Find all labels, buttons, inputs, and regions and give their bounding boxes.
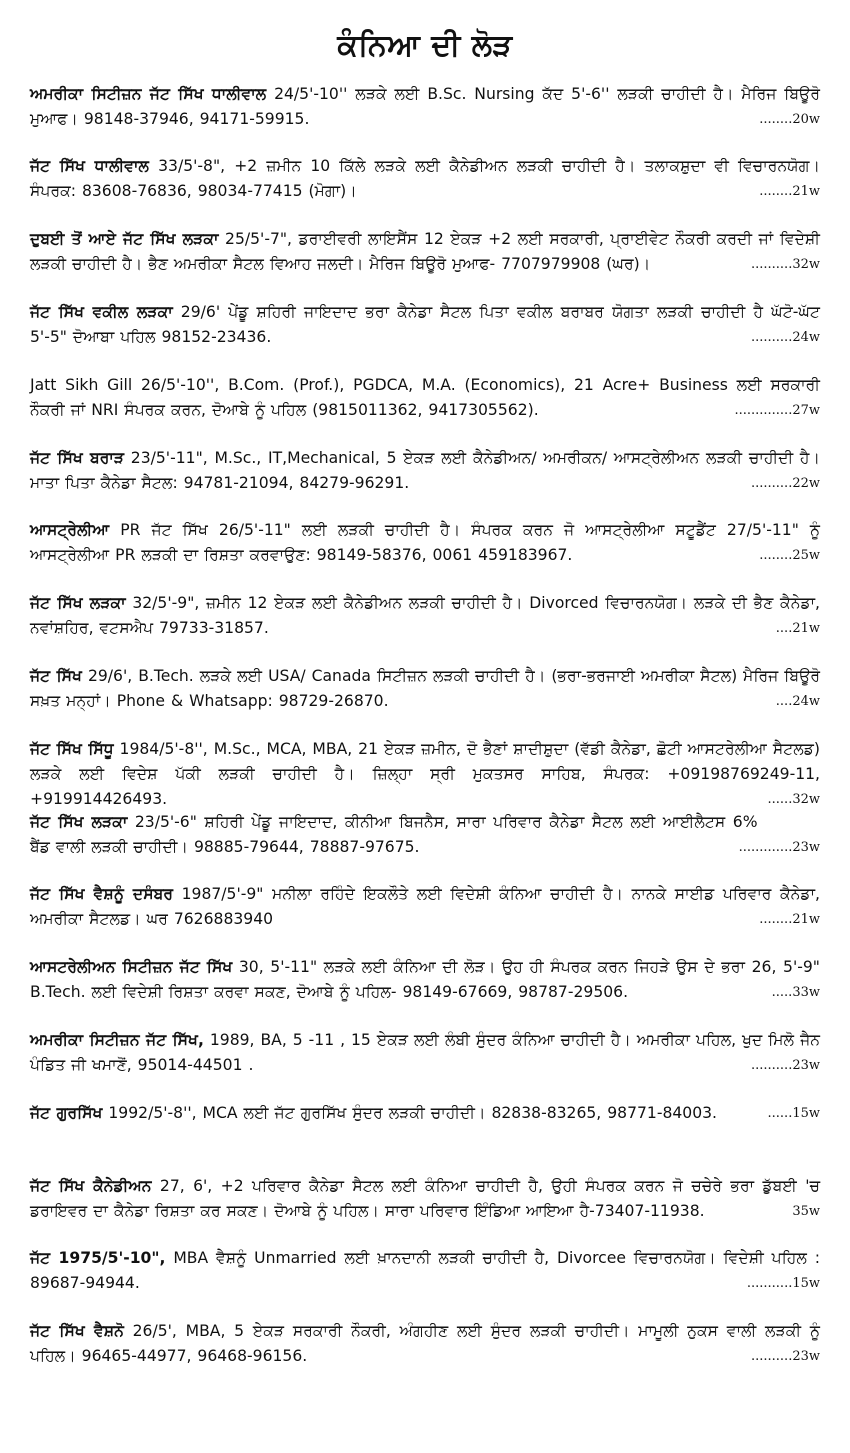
ad-text: 32/5'-9", ਜ਼ਮੀਨ 12 ਏਕੜ ਲਈ ਕੈਨੇਡੀਅਨ ਲੜਕੀ ਚਾਹੀਦੀ ਹੈ। Divorced ਵਿਚਾਰਨਯੋਗ। ਲੜਕੇ ਦੀ ਭੈਣ ਕੈਨੇਡਾ, ਨਵਾਂਸ਼ਹਿਰ, ਵਟਸਐਪ 79733-31857.	[30, 594, 820, 638]
ad-code: ........21w	[759, 912, 820, 928]
ad-text: 1984/5'-8'', M.Sc., MCA, MBA, 21 ਏਕੜ ਜ਼ਮੀਨ, ਦੋ ਭੈਣਾਂ ਸ਼ਾਦੀਸ਼ੁਦਾ (ਵੱਡੀ ਕੈਨੇਡਾ, ਛੋਟੀ ਆਸਟਰੇਲੀਆ ਸੈਟਲਡ) ਲੜਕੇ ਲਈ ਵਿਦੇਸ਼ ਪੱਕੀ ਲੜਕੀ ਚਾਹੀਦੀ ਹੈ। ਜ਼ਿਲ੍ਹਾ ਸ੍ਰੀ ਮੁਕਤਸਰ ਸਾਹਿਬ, ਸੰਪਰਕ: +09198769249-11, +919914426493.	[30, 739, 820, 808]
ad-code: 35w	[792, 1203, 820, 1219]
ad-heading: ਆਸਟਰੇਲੀਅਨ ਸਿਟੀਜ਼ਨ ਜੱਟ ਸਿੱਖ	[30, 958, 233, 977]
ad-entry	[30, 300, 820, 350]
ad-text: 24/5'-10'' ਲੜਕੇ ਲਈ B.Sc. Nursing ਕੱਦ 5'-6'' ਲੜਕੀ ਚਾਹੀਦੀ ਹੈ। ਮੈਰਿਜ ਬਿਊਰੋ ਮੁਆਫ। 98148-37946, 94171-59915.	[30, 84, 820, 128]
ad-heading: ਜੱਟ ਗੁਰਸਿੱਖ	[30, 1103, 103, 1122]
ad-entry	[30, 955, 820, 1005]
ad-heading: ਜੱਟ 1975/5'-10",	[30, 1249, 166, 1268]
ad-entry	[30, 737, 820, 808]
ad-code: ...........15w	[746, 1276, 820, 1292]
ad-heading: ਜੱਟ ਸਿੱਖ ਵੈਸ਼ਨੋ	[30, 1322, 124, 1341]
ad-text: 1987/5'-9" ਮਨੀਲਾ ਰਹਿੰਦੇ ਇਕਲੌਤੇ ਲਈ ਵਿਦੇਸ਼ੀ ਕੰਨਿਆ ਚਾਹੀਦੀ ਹੈ। ਨਾਨਕੇ ਸਾਈਡ ਪਰਿਵਾਰ ਕੈਨੇਡਾ, ਅਮਰੀਕਾ ਸੈਟਲਡ। ਘਰ 7626883940	[30, 885, 820, 929]
ad-heading: ਜੱਟ ਸਿੱਖ ਵੈਸ਼ਨੂੰ ਦਸੰਬਰ	[30, 885, 174, 904]
ad-text: 23/5'-6" ਸ਼ਹਿਰੀ ਪੇਂਡੂ ਜਾਇਦਾਦ, ਕੀਨੀਆ ਬਿਜਨੈਸ, ਸਾਰਾ ਪਰਿਵਾਰ ਕੈਨੇਡਾ ਸੈਟਲ ਲਈ ਆਈਲੈਟਸ 6% ਬੈਂਡ ਵਾਲੀ ਲੜਕੀ ਚਾਹੀਦੀ। 98885-79644, 78887-97675.	[30, 812, 758, 856]
ad-entry	[30, 1028, 820, 1078]
ad-text: Jatt Sikh Gill 26/5'-10'', B.Com. (Prof.), PGDCA, M.A. (Economics), 21 Acre+ Business ਲਈ ਸਰਕਾਰੀ ਨੌਕਰੀ ਜਾਂ NRI ਸੰਪਰਕ ਕਰਨ, ਦੋਆਬੇ ਨੂੰ ਪਹਿਲ (9815011362, 9417305562).	[30, 375, 820, 419]
ad-code: ..............27w	[734, 402, 820, 418]
ad-text: MBA ਵੈਸ਼ਨੂੰ Unmarried ਲਈ ਖ਼ਾਨਦਾਨੀ ਲੜਕੀ ਚਾਹੀਦੀ ਹੈ, Divorcee ਵਿਚਾਰਨਯੋਗ। ਵਿਦੇਸ਼ੀ ਪਹਿਲ : 89687-94944.	[30, 1249, 820, 1293]
ad-heading: ਜੱਟ ਸਿੱਖ ਬਰਾੜ	[30, 448, 125, 467]
ad-text: 25/5'-7", ਡਰਾਈਵਰੀ ਲਾਇਸੈਂਸ 12 ਏਕੜ +2 ਲਈ ਸਰਕਾਰੀ, ਪ੍ਰਾਈਵੇਟ ਨੌਕਰੀ ਕਰਦੀ ਜਾਂ ਵਿਦੇਸ਼ੀ ਲੜਕੀ ਚਾਹੀਦੀ ਹੈ। ਭੈਣ ਅਮਰੀਕਾ ਸੈਟਲ ਵਿਆਹ ਜਲਦੀ। ਮੈਰਿਜ ਬਿਊਰੋ ਮੁਆਫ- 7707979908 (ਘਰ)।	[30, 230, 820, 274]
ad-code: ..........23w	[751, 1349, 820, 1365]
ad-text: 27, 6', +2 ਪਰਿਵਾਰ ਕੈਨੇਡਾ ਸੈਟਲ ਲਈ ਕੰਨਿਆ ਚਾਹੀਦੀ ਹੈ, ਉਹੀ ਸੰਪਰਕ ਕਰਨ ਜੋ ਚਚੇਰੇ ਭਰਾ ਡੁੱਬਈ 'ਚ ਡਰਾਇਵਰ ਦਾ ਕੈਨੇਡਾ ਰਿਸ਼ਤਾ ਕਰ ਸਕਣ। ਦੋਆਬੇ ਨੂੰ ਪਹਿਲ। ਸਾਰਾ ਪਰਿਵਾਰ ਇੰਡਿਆ ਆਇਆ ਹੈ-73407-11938.	[30, 1176, 820, 1220]
ad-entry	[30, 1101, 820, 1151]
ad-code: ......32w	[767, 791, 820, 807]
ad-heading: ਦੁਬਈ ਤੋਂ ਆਏ ਜੱਟ ਸਿੱਖ ਲੜਕਾ	[30, 230, 219, 249]
ad-code: ..........32w	[751, 257, 820, 273]
ad-heading: ਜੱਟ ਸਿੱਖ	[30, 666, 82, 685]
ad-code: ..........24w	[751, 329, 820, 345]
ad-text: 29/6', B.Tech. ਲੜਕੇ ਲਈ USA/ Canada ਸਿਟੀਜ਼ਨ ਲੜਕੀ ਚਾਹੀਦੀ ਹੈ। (ਭਰਾ-ਭਰਜਾਈ ਅਮਰੀਕਾ ਸੈਟਲ) ਮੈਰਿਜ ਬਿਊਰੋ ਸਖ਼ਤ ਮਨ੍ਹਾਂ। Phone & Whatsapp: 98729-26870.	[30, 666, 821, 710]
ad-entry	[30, 591, 820, 641]
ad-entry	[30, 82, 820, 132]
ad-heading: ਜੱਟ ਸਿੱਖ ਸਿੱਧੂ	[30, 739, 114, 758]
ad-text: 30, 5'-11" ਲੜਕੇ ਲਈ ਕੰਨਿਆ ਦੀ ਲੋੜ। ਉਹ ਹੀ ਸੰਪਰਕ ਕਰਨ ਜਿਹੜੇ ਉਸ ਦੇ ਭਰਾ 26, 5'-9" B.Tech. ਲਈ ਵਿਦੇਸ਼ੀ ਰਿਸ਼ਤਾ ਕਰਵਾ ਸਕਣ, ਦੋਆਬੇ ਨੂੰ ਪਹਿਲ- 98149-67669, 98787-29506.	[30, 958, 820, 1002]
ad-heading: ਜੱਟ ਸਿੱਖ ਲੜਕਾ	[30, 812, 128, 831]
ad-heading: ਜੱਟ ਸਿੱਖ ਧਾਲੀਵਾਲ	[30, 157, 149, 176]
ad-text: 26/5', MBA, 5 ਏਕੜ ਸਰਕਾਰੀ ਨੌਕਰੀ, ਅੰਗਹੀਣ ਲਈ ਸੁੰਦਰ ਲੜਕੀ ਚਾਹੀਦੀ। ਮਾਮੂਲੀ ਨੁਕਸ ਵਾਲੀ ਲੜਕੀ ਨੂੰ ਪਹਿਲ। 96465-44977, 96468-96156.	[30, 1322, 820, 1366]
ad-code: ..........22w	[751, 475, 820, 491]
ad-code: ....21w	[775, 621, 820, 637]
ad-heading: ਜੱਟ ਸਿੱਖ ਲੜਕਾ	[30, 594, 126, 613]
ad-text: 29/6' ਪੇਂਡੂ ਸ਼ਹਿਰੀ ਜਾਇਦਾਦ ਭਰਾ ਕੈਨੇਡਾ ਸੈਟਲ ਪਿਤਾ ਵਕੀਲ ਬਰਾਬਰ ਯੋਗਤਾ ਲੜਕੀ ਚਾਹੀਦੀ ਹੈ ਘੱਟੋ-ਘੱਟ 5'-5" ਦੋਆਬਾ ਪਹਿਲ 98152-23436.	[30, 302, 820, 346]
ad-code: ........20w	[759, 111, 820, 127]
ad-heading: ਅਮਰੀਕਾ ਸਿਟੀਜ਼ਨ ਜੱਟ ਸਿੱਖ,	[30, 1030, 204, 1049]
ad-text: 1989, BA, 5 -11 , 15 ਏਕੜ ਲਈ ਲੰਬੀ ਸੁੰਦਰ ਕੰਨਿਆ ਚਾਹੀਦੀ ਹੈ। ਅਮਰੀਕਾ ਪਹਿਲ, ਖੁਦ ਮਿਲੋ ਜੈਨ ਪੰਡਿਤ ਜੀ ਖਮਾਣੋਂ, 95014-44501 .	[30, 1030, 820, 1074]
ad-code: .....33w	[771, 985, 820, 1001]
ad-code: .............23w	[738, 839, 820, 855]
ad-entry	[30, 810, 820, 860]
ad-entry	[30, 227, 820, 277]
ad-text: 23/5'-11", M.Sc., IT,Mechanical, 5 ਏਕੜ ਲਈ ਕੈਨੇਡੀਅਨ/ ਅਮਰੀਕਨ/ ਆਸਟ੍ਰੇਲੀਅਨ ਲੜਕੀ ਚਾਹੀਦੀ ਹੈ। ਮਾਤਾ ਪਿਤਾ ਕੈਨੇਡਾ ਸੈਟਲ: 94781-21094, 84279-96291.	[30, 448, 820, 492]
ad-heading: ਆਸਟ੍ਰੇਲੀਆ	[30, 521, 110, 540]
ad-entry	[30, 373, 820, 423]
ad-entry	[30, 1319, 820, 1369]
ad-heading: ਜੱਟ ਸਿੱਖ ਵਕੀਲ ਲੜਕਾ	[30, 302, 173, 321]
ad-code: ......15w	[767, 1105, 820, 1121]
ad-entry	[30, 518, 820, 568]
ad-code: ..........23w	[751, 1057, 820, 1073]
ad-text: PR ਜੱਟ ਸਿੱਖ 26/5'-11" ਲਈ ਲੜਕੀ ਚਾਹੀਦੀ ਹੈ। ਸੰਪਰਕ ਕਰਨ ਜੋ ਆਸਟ੍ਰੇਲੀਆ ਸਟੂਡੈਂਟ 27/5'-11" ਨੂੰ ਆਸਟ੍ਰੇਲੀਆ PR ਲੜਕੀ ਦਾ ਰਿਸ਼ਤਾ ਕਰਵਾਉਣ: 98149-58376, 0061 459183967.	[30, 521, 820, 565]
ad-entry	[30, 1246, 820, 1296]
ad-code: ........25w	[759, 548, 820, 564]
ad-text: 1992/5'-8'', MCA ਲਈ ਜੱਟ ਗੁਰਸਿੱਖ ਸੁੰਦਰ ਲੜਕੀ ਚਾਹੀਦੀ। 82838-83265, 98771-84003.	[102, 1103, 718, 1122]
page-title: ਕੰਨਿਆ ਦੀ ਲੋੜ	[337, 28, 513, 63]
ad-heading: ਜੱਟ ਸਿੱਖ ਕੈਨੇਡੀਅਨ	[30, 1176, 152, 1195]
ad-entry	[30, 882, 820, 932]
ad-entry	[30, 664, 820, 714]
ad-text: 33/5'-8", +2 ਜ਼ਮੀਨ 10 ਕਿੱਲੇ ਲੜਕੇ ਲਈ ਕੈਨੇਡੀਅਨ ਲੜਕੀ ਚਾਹੀਦੀ ਹੈ। ਤਲਾਕਸ਼ੁਦਾ ਵੀ ਵਿਚਾਰਨਯੋਗ। ਸੰਪਰਕ: 83608-76836, 98034-77415 (ਮੋਗਾ)।	[30, 157, 820, 201]
ad-code: ....24w	[775, 693, 820, 709]
ad-code: ........21w	[759, 184, 820, 200]
ad-entry	[30, 154, 820, 204]
ads-list	[30, 82, 820, 1370]
ad-entry	[30, 1174, 820, 1224]
ad-heading: ਅਮਰੀਕਾ ਸਿਟੀਜ਼ਨ ਜੱਟ ਸਿੱਖ ਧਾਲੀਵਾਲ	[30, 84, 267, 103]
ad-entry	[30, 446, 820, 496]
